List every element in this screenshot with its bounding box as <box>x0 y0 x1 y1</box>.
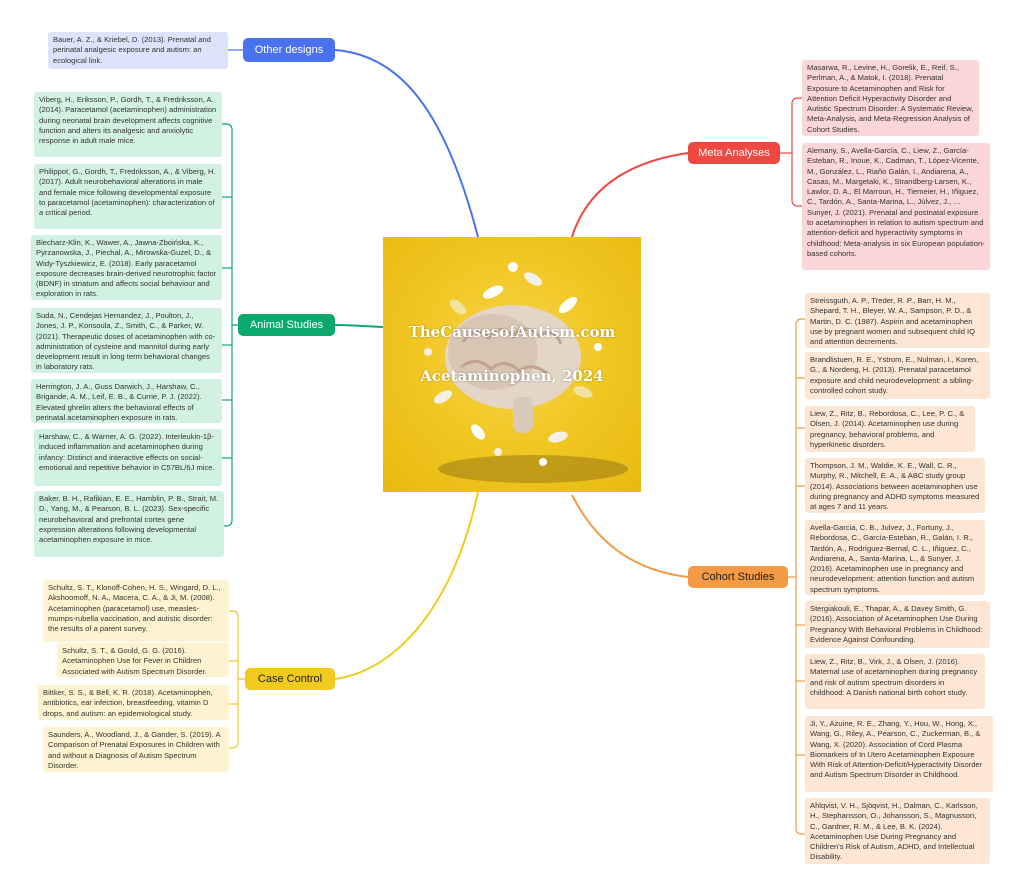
animal-ref-5: Herrington, J. A., Guss Darwich, J., Harshaw, C., Brigande, A. M., Leif, E. B., & Currie, P. J. (2022). Elevated ghrelin alters the behavioral effects of perinatal acetaminophen exposure in rats. <box>31 379 222 423</box>
branch-case-control[interactable]: Case Control <box>245 668 335 690</box>
branch-other-designs[interactable]: Other designs <box>243 38 335 62</box>
cohort-ref-2: Brandlistuen, R. E., Ystrom, E., Nulman, I., Koren, G., & Nordeng, H. (2013). Prenatal paracetamol exposure and child neurodevelopment: a sibling-controlled cohort study. <box>805 352 990 399</box>
brain-pills-illustration <box>383 237 641 492</box>
cohort-ref-3: Liew, Z., Ritz, B., Rebordosa, C., Lee, P. C., & Olsen, J. (2014). Acetaminophen use during pregnancy, behavioral problems, and hyperkinetic disorders. <box>805 406 975 452</box>
cohort-ref-1: Streissguth, A. P., Treder, R. P., Barr, H. M., Shepard, T. H., Bleyer, W. A., Sampson, P. D., & Martin, D. C. (1987). Aspirin and acetaminophen use by pregnant women and subsequent child IQ and attention decrements. <box>805 293 990 348</box>
animal-ref-2: Philippot, G., Gordh, T., Fredriksson, A., & Viberg, H. (2017). Adult neurobehavioral alterations in male and female mice following developmental exposure to paracetamol (acetaminophen): characterization of a critical period. <box>34 164 222 229</box>
branch-animal-studies[interactable]: Animal Studies <box>238 314 335 336</box>
cohort-ref-5: Avella-Garcia, C. B., Julvez, J., Fortuny, J., Rebordosa, C., García-Esteban, R., Galán, I. R., Tardón, A., Rodríguez-Bernal, C. L., Iñiguez, C., Andiarena, A., Santa-Marina, L., & Sunyer, J. (2016). Acetaminophen use in pregnancy and neurodevelopment: attention function and autism spectrum symptoms. <box>805 520 985 595</box>
case-ref-1: Schultz, S. T., Klonoff-Cohen, H. S., Wingard, D. L., Akshoomoff, N. A., Macera, C. A., & Ji, M. (2008). Acetaminophen (paracetamol) use, measles-mumps-rubella vaccination, and autistic disorder: the results of a parent survey. <box>43 580 229 642</box>
animal-ref-4: Suda, N., Cendejas Hernandez, J., Poulton, J., Jones, J. P., Konsoula, Z., Smith, C., & Parker, W. (2021). Therapeutic doses of acetaminophen with co-administration of cysteine and mannitol during early development result in long term behavioral changes in laboratory rats. <box>31 308 222 373</box>
animal-ref-7: Baker, B. H., Rafikian, E. E., Hamblin, P. B., Strait, M. D., Yang, M., & Pearson, B. L. (2023). Sex-specific neurobehavioral and prefrontal cortex gene expression alterations following developmental acetaminophen exposure in mice. <box>34 491 224 557</box>
center-subtitle: Acetaminophen, 2024 <box>420 367 604 385</box>
other-designs-ref-1: Bauer, A. Z., & Kriebel, D. (2013). Prenatal and perinatal analgesic exposure and autism: an ecological link. <box>48 32 228 69</box>
meta-ref-1: Masarwa, R., Levine, H., Gorelik, E., Reif, S., Perlman, A., & Matok, I. (2018). Prenatal Exposure to Acetaminophen and Risk for Attention Deficit Hyperactivity Disorder and Autistic Spectrum Disorder: A Systematic Review, Meta-Analysis, and Meta-Regression Analysis of Cohort Studies. <box>802 60 979 136</box>
animal-ref-6: Harshaw, C., & Warner, A. G. (2022). Interleukin-1β-induced inflammation and acetaminophen during infancy: Distinct and interactive effects on social-emotional and repetitive behavior in C57BL/6J mice. <box>34 429 222 486</box>
cohort-ref-8: Ji, Y., Azuine, R. E., Zhang, Y., Hou, W., Hong, X., Wang, G., Riley, A., Pearson, C., Zuckerman, B., & Wang, X. (2020). Association of Cord Plasma Biomarkers of In Utero Acetaminophen Exposure With Risk of Attention-Deficit/Hyperactivity Disorder and Autism Spectrum Disorder in Childhood. <box>805 716 993 792</box>
case-ref-4: Saunders, A., Woodland, J., & Gander, S. (2019). A Comparison of Prenatal Exposures in Children with and without a Diagnosis of Autism Spectrum Disorder. <box>43 727 229 772</box>
center-image <box>383 237 641 492</box>
meta-ref-2: Alemany, S., Avella-García, C., Liew, Z., García-Esteban, R., Inoue, K., Cadman, T., López-Vicente, M., González, L., Riaño Galán, I., Andiarena, A., Casas, M., Margetaki, K., Strandberg-Larsen, K., Lawlor, D. A., El Marroun, H., Tiemeier, H., Iñiguez, C., Tardón, A., Santa-Marina, L., Júlvez, J., … Sunyer, J. (2021). Prenatal and postnatal exposure to acetaminophen in relation to autism spectrum and attention-deficit and hyperactivity symptoms in childhood: Meta-analysis in six European population-based cohorts. <box>802 143 990 270</box>
center-title: TheCausesofAutism.com <box>408 323 616 341</box>
case-ref-2: Schultz, S. T., & Gould, G. G. (2016). Acetaminophen Use for Fever in Children Associated with Autism Spectrum Disorder. <box>57 643 229 677</box>
cohort-ref-9: Ahlqvist, V. H., Sjöqvist, H., Dalman, C., Karlsson, H., Stephansson, O., Johansson, S., Magnusson, C., Gardner, R. M., & Lee, B. K. (2024). Acetaminophen Use During Pregnancy and Children's Risk of Autism, ADHD, and Intellectual Disability. <box>805 798 990 864</box>
branch-cohort-studies[interactable]: Cohort Studies <box>688 566 788 588</box>
cohort-ref-4: Thompson, J. M., Waldie, K. E., Wall, C. R., Murphy, R., Mitchell, E. A., & ABC study group (2014). Associations between acetaminophen use during pregnancy and ADHD symptoms measured at ages 7 and 11 years. <box>805 458 985 513</box>
cohort-ref-7: Liew, Z., Ritz, B., Virk, J., & Olsen, J. (2016). Maternal use of acetaminophen during pregnancy and risk of autism spectrum disorders in childhood: A Danish national birth cohort study. <box>805 654 985 709</box>
case-ref-3: Bittker, S. S., & Bell, K. R. (2018). Acetaminophen, antibiotics, ear infection, breastfeeding, vitamin D drops, and autism: an epidemiological study. <box>38 685 229 720</box>
animal-ref-3: Blecharz-Klin, K., Wawer, A., Jawna-Zboińska, K., Pyrzanowska, J., Piechal, A., Mirowska-Guzel, D., & Widy-Tyszkiewicz, E. (2018). Early paracetamol exposure decreases brain-derived neurotrophic factor (BDNF) in striatum and affects social behaviour and exploration in rats. <box>31 235 222 300</box>
branch-meta-analyses[interactable]: Meta Analyses <box>688 142 780 164</box>
cohort-ref-6: Stergiakouli, E., Thapar, A., & Davey Smith, G. (2016). Association of Acetaminophen Use During Pregnancy With Behavioral Problems in Childhood: Evidence Against Confounding. <box>805 601 990 648</box>
animal-ref-1: Viberg, H., Eriksson, P., Gordh, T., & Fredriksson, A. (2014). Paracetamol (acetaminophen) administration during neonatal brain development affects cognitive function and alters its analgesic and anxiolytic response in adult male mice. <box>34 92 222 157</box>
